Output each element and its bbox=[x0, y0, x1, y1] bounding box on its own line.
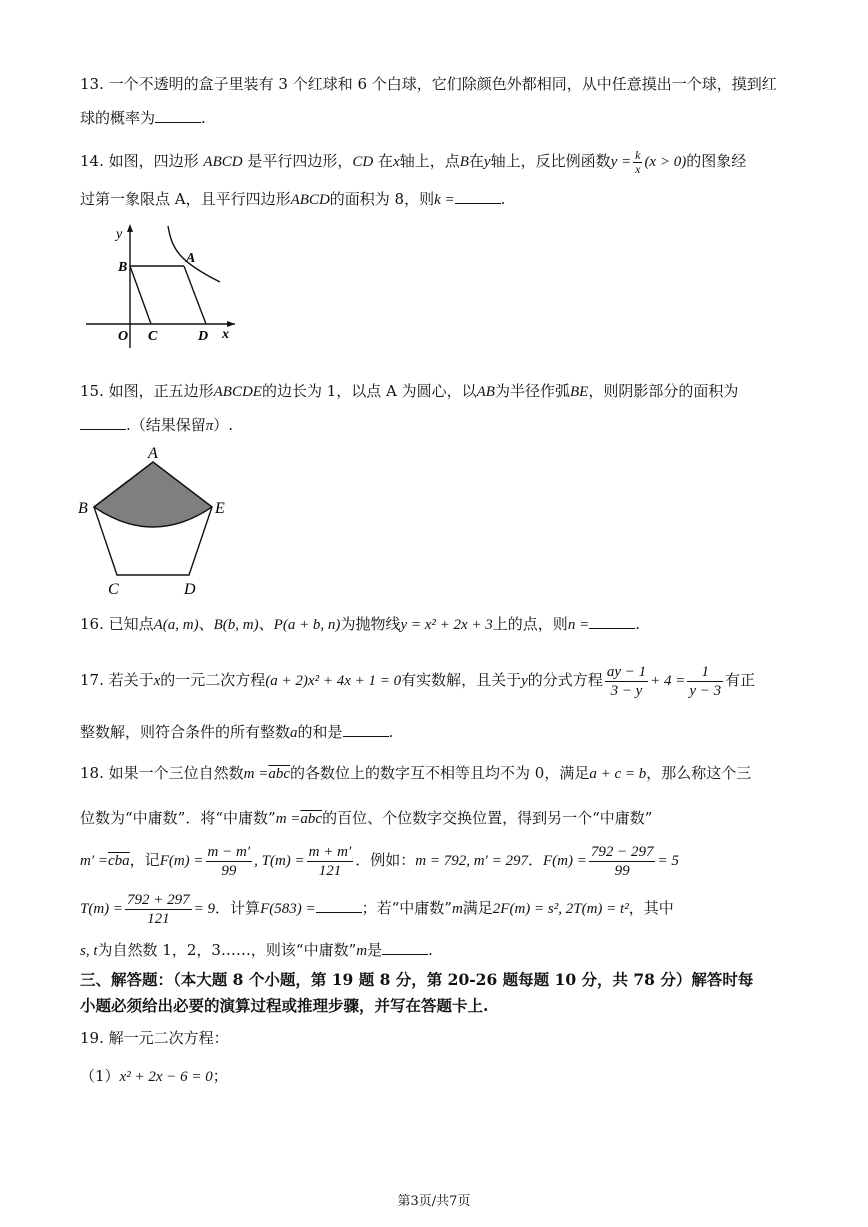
q19-part1 bbox=[80, 1065, 228, 1088]
q16-sep: 、 bbox=[198, 615, 214, 633]
q17-plus4: + 4 = bbox=[650, 673, 686, 689]
q14-b: B bbox=[459, 154, 469, 170]
q15-text: 的边长为 1，以点 A 为圆心，以 bbox=[261, 382, 477, 400]
q18-f583: F(583) = bbox=[260, 901, 316, 917]
q19-part1-end: ； bbox=[212, 1067, 228, 1085]
q14-fraction bbox=[633, 149, 642, 176]
q18-text: ．例如： bbox=[355, 851, 416, 869]
label-a: A bbox=[148, 445, 158, 462]
answer-blank bbox=[382, 940, 428, 955]
segment-ad bbox=[184, 266, 206, 324]
label-o: O bbox=[118, 329, 129, 344]
q18-eq9: = 9 bbox=[193, 901, 216, 917]
q18-fraction-3 bbox=[589, 843, 656, 880]
q16-neq: n = bbox=[567, 617, 590, 633]
q18-abc: $\overline{abc}$ bbox=[268, 766, 291, 782]
q16-sep: 、 bbox=[258, 615, 274, 633]
q17-frac1-num: ay − 1 bbox=[606, 663, 647, 680]
y-axis-arrow bbox=[127, 224, 133, 232]
answer-blank bbox=[155, 108, 201, 123]
q15-abcde: ABCDE bbox=[213, 384, 262, 400]
label-a: A bbox=[186, 251, 196, 266]
q14-x: x bbox=[393, 154, 400, 170]
q17-text: 的分式方程 bbox=[527, 671, 603, 689]
q14-abcd: ABCD bbox=[203, 154, 243, 170]
q14-cd: CD bbox=[352, 154, 374, 170]
q18-m: m bbox=[451, 901, 463, 917]
q18-abc: $\overline{abc}$ bbox=[300, 811, 323, 827]
q18-eq5: = 5 bbox=[657, 853, 679, 869]
q14-text: 是平行四边形， bbox=[247, 152, 353, 170]
q18-frac4-den: 121 bbox=[147, 910, 170, 927]
label-c: C bbox=[108, 581, 119, 598]
q18-text: 为自然数 1，2，3……，则该“中庸数” bbox=[97, 941, 357, 959]
q17-y: y bbox=[521, 673, 528, 689]
q18-fm: F(m) = bbox=[159, 853, 204, 869]
q16-end: . bbox=[635, 615, 640, 633]
q16-text: 上的点，则 bbox=[492, 615, 568, 633]
q18-frac4-num: 792 + 297 bbox=[127, 891, 190, 908]
q14-end: . bbox=[500, 190, 506, 208]
q17-line1 bbox=[80, 660, 755, 701]
q16-point-b: B(b, m) bbox=[213, 617, 259, 633]
answer-blank bbox=[455, 189, 501, 204]
label-b: B bbox=[78, 500, 88, 517]
q18-frac1-num: m − m′ bbox=[207, 843, 251, 860]
label-e: E bbox=[215, 500, 225, 517]
q18-frac2-num: m + m′ bbox=[308, 843, 352, 860]
label-x: x bbox=[222, 327, 229, 342]
q16-point-a: A(a, m) bbox=[153, 617, 199, 633]
q17-text: 整数解，则符合条件的所有整数 bbox=[80, 723, 291, 741]
q18-frac3-num: 792 − 297 bbox=[590, 843, 654, 860]
section3-heading-line2: 小题必须给出必要的演算过程或推理步骤，并写在答题卡上. bbox=[80, 996, 489, 1015]
q18-text: 的百位、个位数字交换位置，得到另一个“中庸数” bbox=[322, 809, 653, 827]
q15-ab: AB bbox=[476, 384, 495, 400]
q14-text: 轴上，反比例函数 bbox=[490, 152, 611, 170]
q18-text: ．计算 bbox=[215, 899, 261, 917]
answer-blank bbox=[80, 415, 126, 430]
q18-fm2: F(m) = bbox=[542, 853, 587, 869]
q18-frac1-den: 99 bbox=[221, 862, 237, 879]
q17-frac2-num: 1 bbox=[687, 663, 723, 682]
q13-line1: 13. 一个不透明的盒子里装有 3 个红球和 6 个白球，它们除颜色外都相同，从中任意摸出一个球，摸到红 bbox=[80, 75, 777, 93]
q15-be: BE bbox=[569, 384, 589, 400]
q17-text: 的一元二次方程 bbox=[160, 671, 266, 689]
q14-line1 bbox=[80, 146, 746, 177]
q18-text: ，记 bbox=[129, 851, 160, 869]
q17-text: 17. 若关于 bbox=[80, 671, 154, 689]
q14-y: y bbox=[483, 154, 491, 170]
q18-text: 的各数位上的数字互不相等且均不为 0，满足 bbox=[290, 764, 590, 782]
q18-m: m bbox=[356, 943, 368, 959]
q17-x: x bbox=[153, 673, 161, 689]
q15-pi: π bbox=[205, 418, 214, 434]
answer-blank bbox=[589, 614, 635, 629]
q13-line2 bbox=[80, 107, 206, 129]
q14-yeq: y = bbox=[610, 154, 632, 170]
q14-text: 14. 如图，四边形 bbox=[80, 152, 199, 170]
q15-figure bbox=[72, 442, 242, 602]
q15-text: ，则阴影部分的面积为 bbox=[588, 382, 739, 400]
q17-fraction-1 bbox=[605, 663, 648, 700]
q18-example: m = 792, m′ = 297 bbox=[415, 853, 528, 869]
q18-text: 满足 bbox=[462, 899, 493, 917]
q18-text: ，其中 bbox=[628, 899, 674, 917]
answer-blank bbox=[343, 722, 389, 737]
q18-line1 bbox=[80, 762, 751, 785]
q17-text: 有实数解，且关于 bbox=[401, 671, 522, 689]
q18-fraction-4 bbox=[125, 891, 192, 928]
q18-line4 bbox=[80, 888, 674, 929]
q14-frac-num: k bbox=[635, 147, 641, 162]
q18-text: 位数为“中庸数”．将“中庸数” bbox=[80, 809, 276, 827]
q15-text: .（结果保留 bbox=[126, 416, 206, 434]
q18-fraction-2 bbox=[307, 843, 354, 880]
q17-text: 有正 bbox=[725, 671, 756, 689]
q18-tm: , T(m) = bbox=[254, 853, 305, 869]
q18-cond: a + c = b bbox=[589, 766, 647, 782]
q18-cba: $\overline{cba}$ bbox=[108, 853, 130, 869]
q14-abcd: ABCD bbox=[290, 192, 330, 208]
q18-meq: m = bbox=[275, 811, 301, 827]
q16-line1 bbox=[80, 613, 640, 636]
q15-line2 bbox=[80, 414, 233, 437]
label-d: D bbox=[184, 581, 196, 598]
q18-tm2: T(m) = bbox=[80, 901, 124, 917]
q18-mp: m′ = bbox=[80, 853, 108, 869]
q14-text: 在 bbox=[378, 152, 394, 170]
q18-text: ． bbox=[527, 851, 543, 869]
label-c: C bbox=[148, 329, 158, 344]
answer-blank bbox=[316, 898, 362, 913]
q18-text: 18. 如果一个三位自然数 bbox=[80, 764, 244, 782]
q14-text: 的图象经 bbox=[686, 152, 747, 170]
q13-text: 球的概率为 bbox=[80, 109, 156, 127]
q14-text: 过第一象限点 A，且平行四边形 bbox=[80, 190, 291, 208]
label-y: y bbox=[116, 227, 123, 242]
q16-text: 为抛物线 bbox=[340, 615, 401, 633]
q18-frac2-den: 121 bbox=[318, 862, 342, 879]
q18-line5 bbox=[80, 939, 433, 962]
q18-line2 bbox=[80, 807, 652, 830]
q13-end: . bbox=[201, 109, 206, 127]
section3-heading-line1: 三、解答题：（本大题 8 个小题，第 19 题 8 分，第 20-26 题每题 10 分，共 78 分）解答时每 bbox=[80, 970, 754, 989]
q15-text: 为半径作弧 bbox=[494, 382, 570, 400]
q18-frac3-den: 99 bbox=[614, 862, 630, 879]
q17-line2 bbox=[80, 721, 393, 744]
q18-st: s, t bbox=[80, 943, 98, 959]
q14-cond: (x > 0) bbox=[644, 154, 687, 170]
q18-text: 是 bbox=[367, 941, 383, 959]
label-b: B bbox=[118, 260, 128, 275]
q18-cond2: 2F(m) = s², 2T(m) = t² bbox=[492, 901, 629, 917]
q15-line1 bbox=[80, 380, 738, 403]
q18-text: ，那么称这个三 bbox=[646, 764, 752, 782]
label-d: D bbox=[198, 329, 209, 344]
q16-text: 16. 已知点 bbox=[80, 615, 154, 633]
q18-end: . bbox=[428, 941, 433, 959]
q17-equation: (a + 2)x² + 4x + 1 = 0 bbox=[265, 673, 402, 689]
q14-line2 bbox=[80, 188, 505, 211]
q15-text: 15. 如图，正五边形 bbox=[80, 382, 214, 400]
page-footer: 第3页/共7页 bbox=[397, 1194, 471, 1209]
q14-figure bbox=[80, 220, 250, 350]
q17-frac2-den: y − 3 bbox=[689, 682, 722, 699]
q17-a: a bbox=[290, 725, 298, 741]
q17-end: . bbox=[388, 723, 394, 741]
q14-text: 的面积为 8，则 bbox=[329, 190, 435, 208]
q18-meq: m = bbox=[243, 766, 269, 782]
q16-equation: y = x² + 2x + 3 bbox=[400, 617, 493, 633]
q18-line3 bbox=[80, 840, 679, 881]
q18-fraction-1 bbox=[206, 843, 253, 880]
q17-frac1-den: 3 − y bbox=[610, 682, 643, 699]
q14-text: 在 bbox=[468, 152, 484, 170]
q15-text: ）. bbox=[213, 416, 234, 434]
segment-bc bbox=[130, 266, 151, 324]
q16-point-p: P(a + b, n) bbox=[273, 617, 341, 633]
q17-text: 的和是 bbox=[297, 723, 343, 741]
q19-line1: 19. 解一元二次方程： bbox=[80, 1029, 229, 1047]
q14-keq: k = bbox=[434, 192, 455, 208]
q19-part1-label: （1） bbox=[80, 1067, 120, 1085]
q19-part1-equation: x² + 2x − 6 = 0 bbox=[119, 1069, 213, 1085]
shaded-sector bbox=[94, 462, 212, 527]
q14-frac-den: x bbox=[635, 161, 641, 176]
q14-text: 轴上，点 bbox=[399, 152, 460, 170]
q18-text: ；若“中庸数” bbox=[361, 899, 452, 917]
q17-fraction-2 bbox=[687, 663, 723, 700]
